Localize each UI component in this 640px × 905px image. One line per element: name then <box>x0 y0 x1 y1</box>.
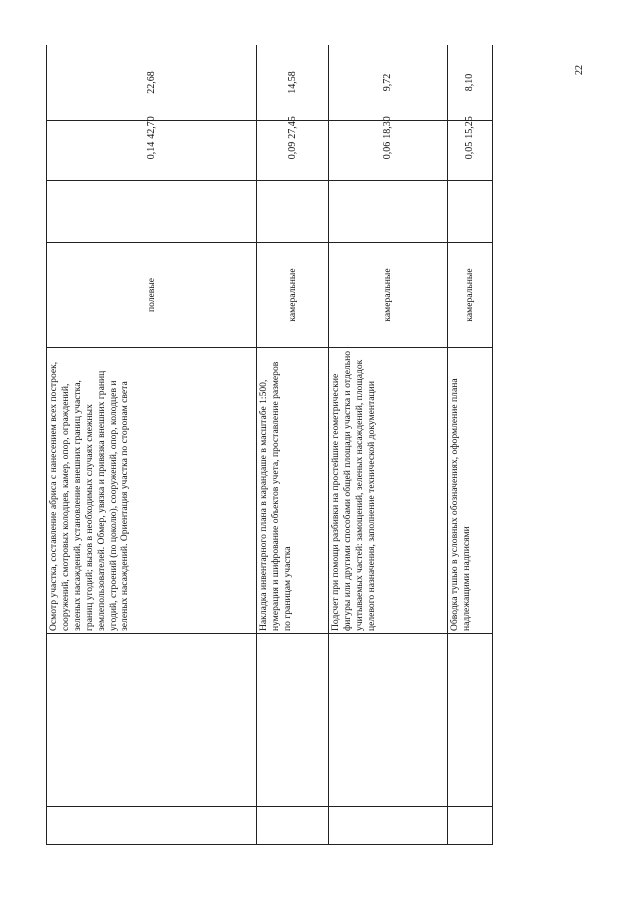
value-cell: 14,58 <box>286 71 298 94</box>
coefficient-cell: 0,09 <box>286 141 298 160</box>
value-cell: 9,72 <box>382 73 394 92</box>
coefficient-cell: 0,05 <box>464 141 476 160</box>
work-type-cell: полевые <box>145 277 157 313</box>
value-cell: 8,10 <box>464 73 476 92</box>
column-divider <box>46 633 493 634</box>
work-description-cell: Накладка инвентарного плана в карандаше в масштабе 1:500, нумерация и шифрование объектов учета, проставление размеров по границам участка <box>258 361 293 631</box>
work-type-cell: камеральные <box>382 268 394 322</box>
last-column-strip <box>46 45 493 165</box>
coefficient-cell: 0,06 <box>382 141 394 160</box>
work-description-cell: Осмотр участка, составление абриса с нанесением всех построек, сооружений, смотровых колодцев, камер, опор, ограждений, зеленых насаждений, установление внешних границ участка, границ угодий; вызов в необходимых случаях смежных землепользователей. Обмер, увязка и привязка внешних границ угодий, строений (по цоколю), сооружений, опор, колодцев и зеленых насаждений. Ориентация участка по сторонам света <box>48 361 131 631</box>
work-description-cell: Подсчет при помощи разбивки на простейшие геометрические фигуры или другими способами общей площади участка и отдельно учитываемых частей: замощений, зеленых насаждений, площадок целевого назначения, заполнение технической документации <box>330 350 377 631</box>
page-number: 22 <box>574 65 585 75</box>
total-value-cell: 27,45 <box>286 116 298 139</box>
work-norms-table <box>46 45 493 845</box>
work-type-cell: камеральные <box>464 268 476 322</box>
rotated-table-wrapper <box>46 45 493 845</box>
total-value-cell: 18,30 <box>382 116 394 139</box>
total-value-cell: 15,25 <box>464 116 476 139</box>
column-divider <box>46 806 493 807</box>
coefficient-cell: 0,14 <box>145 141 157 160</box>
value-cell: 22,68 <box>145 71 157 94</box>
column-divider <box>46 180 493 181</box>
work-type-cell: камеральные <box>286 268 298 322</box>
column-divider <box>46 844 493 845</box>
work-description-cell: Обводка тушью в условных обозначениях, оформление плана надлежащими надписями <box>449 378 472 631</box>
table-border-bottom <box>492 45 493 845</box>
total-value-cell: 42,70 <box>145 116 157 139</box>
